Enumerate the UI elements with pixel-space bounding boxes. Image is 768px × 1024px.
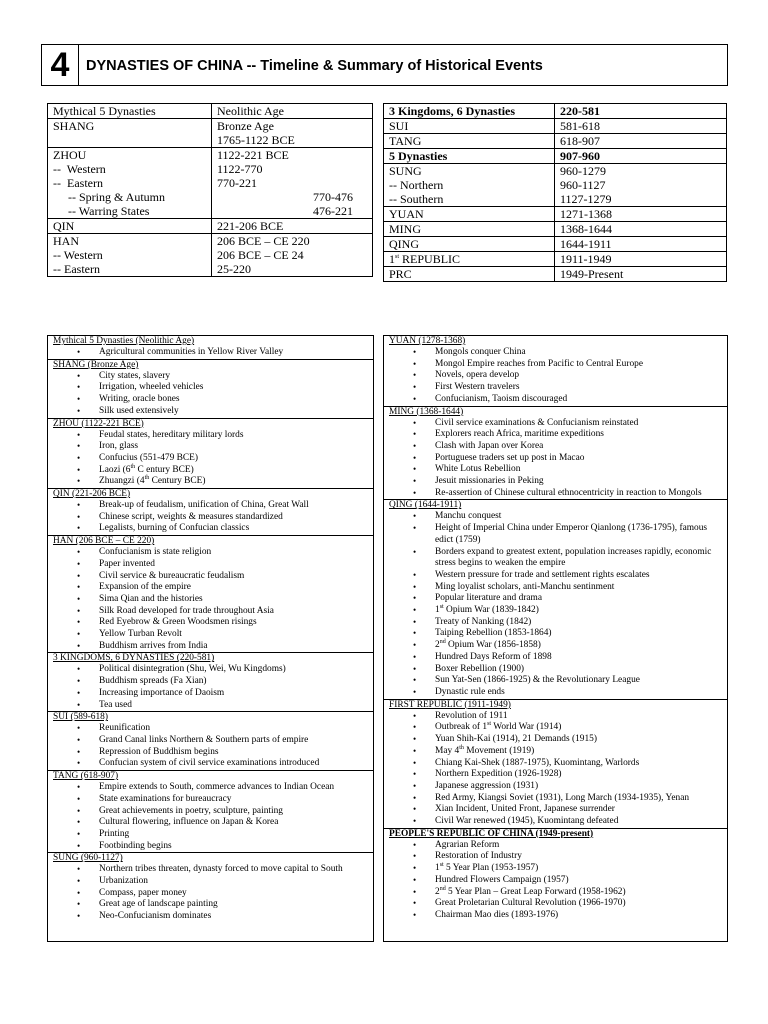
event-item: • Revolution of 1911: [435, 711, 727, 723]
event-item: • Manchu conquest: [435, 511, 727, 523]
dynasty-name: HAN: [48, 234, 212, 249]
dynasty-name: [48, 133, 212, 148]
event-list: [389, 418, 727, 500]
date-label: 220-581: [560, 104, 600, 118]
event-item: • Buddhism spreads (Fa Xian): [99, 676, 373, 688]
date-label: 1911-1949: [560, 252, 612, 266]
dynasty-name: -- Eastern: [48, 176, 212, 190]
dynasty-dates: [555, 134, 727, 149]
event-item: • Political disintegration (Shu, Wei, Wu Kingdoms): [99, 664, 373, 676]
dynasty-dates: [212, 204, 373, 219]
event-item: • Explorers reach Africa, maritime expeditions: [435, 429, 727, 441]
event-item: • Grand Canal links Northern & Southern parts of empire: [99, 735, 373, 747]
event-item: • Neo-Confucianism dominates: [99, 911, 373, 923]
date-label: 1271-1368: [560, 207, 612, 221]
event-item: • Northern Expedition (1926-1928): [435, 769, 727, 781]
date-label: 1949-Present: [560, 267, 624, 281]
sub-date-range: [353, 262, 367, 276]
event-item: • Japanese aggression (1931): [435, 781, 727, 793]
event-item: • Mongol Empire reaches from Pacific to Central Europe: [435, 359, 727, 371]
event-item: • Height of Imperial China under Emperor Qianlong (1736-1795), famous edict (1759): [435, 523, 727, 546]
dynasty-label: -- Southern: [389, 192, 444, 206]
section-heading: Mythical 5 Dynasties (Neolithic Age): [53, 336, 195, 346]
dynasty-dates: [212, 262, 373, 277]
timeline-row: [48, 234, 373, 249]
event-item: • 1st 5 Year Plan (1953-1957): [435, 863, 727, 875]
event-item: • 2nd Opium War (1856-1858): [435, 640, 727, 652]
timeline-row: [48, 176, 373, 190]
event-item: • Agrarian Reform: [435, 840, 727, 852]
event-item: • Cultural flowering, influence on Japan & Korea: [99, 817, 373, 829]
dynasty-dates: [212, 234, 373, 249]
summary-section: [48, 536, 373, 653]
event-item: • Great achievements in poetry, sculpture, painting: [99, 806, 373, 818]
dynasty-label: 5 Dynasties: [389, 149, 448, 163]
sub-date-range: [353, 248, 367, 262]
event-item: • Taiping Rebellion (1853-1864): [435, 628, 727, 640]
event-item: • 1st Opium War (1839-1842): [435, 605, 727, 617]
event-item: • Northern tribes threaten, dynasty forced to move capital to South: [99, 864, 373, 876]
timeline-row: [384, 104, 727, 119]
dynasty-name: [384, 178, 555, 192]
sub-date-range: [353, 148, 367, 162]
timeline-row: [384, 164, 727, 179]
dynasty-name: [384, 134, 555, 149]
event-item: • Hundred Days Reform of 1898: [435, 652, 727, 664]
timeline-table-late: [383, 103, 727, 282]
dynasty-dates: [555, 267, 727, 282]
section-heading: HAN (206 BCE – CE 220): [53, 536, 155, 547]
timeline-row: [48, 148, 373, 163]
dynasty-label: 3 Kingdoms, 6 Dynasties: [389, 104, 516, 118]
event-item: • Compass, paper money: [99, 888, 373, 900]
event-list: [53, 347, 373, 359]
event-item: • Hundred Flowers Campaign (1957): [435, 875, 727, 887]
event-list: [53, 864, 373, 923]
event-item: • Popular literature and drama: [435, 593, 727, 605]
timeline-row: [384, 149, 727, 164]
event-item: • Iron, glass: [99, 441, 373, 453]
dynasty-name: [384, 164, 555, 179]
timeline-row: [48, 219, 373, 234]
dynasty-name: 1st REPUBLIC: [384, 252, 555, 267]
event-item: • Confucius (551-479 BCE): [99, 453, 373, 465]
date-range: Bronze Age: [217, 119, 274, 133]
section-heading: ZHOU (1122-221 BCE): [53, 418, 144, 429]
timeline-row: [48, 119, 373, 134]
event-list: [389, 711, 727, 828]
event-item: • Repression of Buddhism begins: [99, 747, 373, 759]
summary-section: [384, 500, 727, 699]
event-item: • Chinese script, weights & measures standardized: [99, 512, 373, 524]
timeline-row: [384, 222, 727, 237]
dynasty-dates: [212, 176, 373, 190]
event-item: • Portuguese traders set up post in Macao: [435, 453, 727, 465]
sub-date-range: [353, 119, 367, 133]
dynasty-label: -- Northern: [389, 178, 444, 192]
event-item: • Silk Road developed for trade throughout Asia: [99, 606, 373, 618]
summary-section: [384, 407, 727, 501]
event-item: • First Western travelers: [435, 382, 727, 394]
event-item: • Red Eyebrow & Green Woodsmen risings: [99, 617, 373, 629]
event-item: • Laozi (6th C entury BCE): [99, 465, 373, 477]
event-item: • Great Proletarian Cultural Revolution (1966-1970): [435, 898, 727, 910]
event-list: [53, 723, 373, 770]
sub-date-range: [353, 133, 367, 147]
sub-date-range: 770-476: [313, 190, 353, 204]
event-item: • Treaty of Nanking (1842): [435, 617, 727, 629]
page-header: [41, 44, 728, 86]
dynasty-dates: [555, 104, 727, 119]
timeline-row: [48, 133, 373, 148]
event-list: [53, 371, 373, 418]
dynasty-dates: [212, 219, 373, 234]
timeline-row: [48, 162, 373, 176]
event-item: • Yuan Shih-Kai (1914), 21 Demands (1915): [435, 734, 727, 746]
event-item: • Break-up of feudalism, unification of China, Great Wall: [99, 500, 373, 512]
section-heading: SHANG (Bronze Age): [53, 359, 139, 370]
event-item: • Dynastic rule ends: [435, 687, 727, 699]
date-range: 1122-770: [217, 162, 263, 176]
dynasty-name: [384, 222, 555, 237]
event-item: • Feudal states, hereditary military lords: [99, 430, 373, 442]
sub-date-range: [353, 162, 367, 176]
event-item: • Clash with Japan over Korea: [435, 441, 727, 453]
dynasty-name: Mythical 5 Dynasties: [48, 104, 212, 119]
page-title: DYNASTIES OF CHINA -- Timeline & Summary of Historical Events: [86, 58, 543, 74]
dynasty-dates: [555, 252, 727, 267]
date-label: 907-960: [560, 149, 600, 163]
event-item: • Silk used extensively: [99, 406, 373, 418]
event-list: [53, 500, 373, 535]
dynasty-name: -- Warring States: [48, 204, 212, 219]
event-item: • May 4th Movement (1919): [435, 746, 727, 758]
dynasty-label: SUI: [389, 119, 409, 133]
date-range: 206 BCE – CE 24: [217, 248, 304, 262]
event-item: • Irrigation, wheeled vehicles: [99, 382, 373, 394]
timeline-row: [48, 104, 373, 119]
timeline-row: [384, 178, 727, 192]
section-heading: QIN (221-206 BCE): [53, 489, 131, 500]
dynasty-dates: [212, 248, 373, 262]
event-item: • Buddhism arrives from India: [99, 641, 373, 653]
sub-date-range: 476-221: [313, 204, 353, 218]
sub-date-range: [353, 176, 367, 190]
event-item: • City states, slavery: [99, 371, 373, 383]
timeline-row: [48, 248, 373, 262]
dynasty-label: QING: [389, 237, 419, 251]
event-item: • Chiang Kai-Shek (1887-1975), Kuomintang, Warlords: [435, 758, 727, 770]
dynasty-name: -- Western: [48, 248, 212, 262]
event-item: • Red Army, Kiangsi Soviet (1931), Long March (1934-1935), Yenan: [435, 793, 727, 805]
dynasty-dates: [212, 190, 373, 204]
event-item: • Re-assertion of Chinese cultural ethnocentricity in reaction to Mongols: [435, 488, 727, 500]
event-item: • Yellow Turban Revolt: [99, 629, 373, 641]
event-item: • Borders expand to greatest extent, population increases rapidly, economic stress begins to weaken the empire: [435, 547, 727, 570]
dynasty-name: ZHOU: [48, 148, 212, 163]
dynasty-name: [384, 207, 555, 222]
timeline-row: [384, 252, 727, 267]
section-heading: FIRST REPUBLIC (1911-1949): [389, 699, 511, 710]
date-label: 960-1127: [560, 178, 606, 192]
event-item: • Increasing importance of Daoism: [99, 688, 373, 700]
event-item: • Footbinding begins: [99, 841, 373, 853]
date-range: 1122-221 BCE: [217, 148, 289, 162]
summary-box-early-dynasties: [47, 335, 374, 942]
timeline-row: [384, 119, 727, 134]
summary-box-late-dynasties: [383, 335, 728, 942]
dynasty-dates: [212, 148, 373, 163]
summary-section: [48, 419, 373, 490]
dynasty-dates: [212, 162, 373, 176]
dynasty-name: [384, 119, 555, 134]
event-item: • Empire extends to South, commerce advances to Indian Ocean: [99, 782, 373, 794]
sub-date-range: [353, 104, 367, 118]
timeline-row: [48, 190, 373, 204]
dynasty-label: PRC: [389, 267, 412, 281]
event-list: [389, 347, 727, 406]
event-list: [53, 782, 373, 852]
summary-section: [48, 712, 373, 771]
event-item: • Confucianism, Taoism discouraged: [435, 394, 727, 406]
event-item: • Zhuangzi (4th Century BCE): [99, 476, 373, 488]
event-item: • Printing: [99, 829, 373, 841]
date-range: 221-206 BCE: [217, 219, 284, 233]
event-item: • Ming loyalist scholars, anti-Manchu sentinment: [435, 582, 727, 594]
dynasty-name: [384, 149, 555, 164]
date-label: 960-1279: [560, 164, 606, 178]
summary-section: [48, 489, 373, 536]
event-item: • Civil War renewed (1945), Kuomintang defeated: [435, 816, 727, 828]
dynasty-dates: [555, 149, 727, 164]
date-range: Neolithic Age: [217, 104, 284, 118]
date-range: 1765-1122 BCE: [217, 133, 295, 147]
section-heading: YUAN (1278-1368): [389, 336, 466, 346]
event-item: • Outbreak of 1st World War (1914): [435, 722, 727, 734]
section-heading: TANG (618-907): [53, 771, 119, 782]
date-range: 25-220: [217, 262, 251, 276]
date-label: 581-618: [560, 119, 600, 133]
summary-section: [48, 853, 373, 923]
summary-section: [48, 360, 373, 419]
event-list: [53, 547, 373, 652]
dynasty-dates: [555, 192, 727, 207]
event-item: • Paper invented: [99, 559, 373, 571]
event-list: [389, 840, 727, 922]
dynasty-name: -- Eastern: [48, 262, 212, 277]
dynasty-name: [384, 104, 555, 119]
event-item: • Chairman Mao dies (1893-1976): [435, 910, 727, 922]
summary-section: [48, 771, 373, 853]
summary-section: [48, 653, 373, 712]
event-item: • Writing, oracle bones: [99, 394, 373, 406]
event-item: • Expansion of the empire: [99, 582, 373, 594]
date-label: 1644-1911: [560, 237, 612, 251]
timeline-row: [48, 262, 373, 277]
event-item: • State examinations for bureaucracy: [99, 794, 373, 806]
dynasty-name: [384, 267, 555, 282]
event-item: • Great age of landscape painting: [99, 899, 373, 911]
event-item: • Confucianism is state religion: [99, 547, 373, 559]
summary-section: [48, 336, 373, 360]
timeline-row: [384, 237, 727, 252]
summary-section: [384, 829, 727, 922]
event-item: • Legalists, burning of Confucian classics: [99, 523, 373, 535]
timeline-row: [48, 204, 373, 219]
event-list: [53, 664, 373, 711]
dynasty-name: SHANG: [48, 119, 212, 134]
dynasty-dates: [212, 119, 373, 134]
dynasty-dates: [212, 133, 373, 148]
event-item: • Confucian system of civil service examinations introduced: [99, 758, 373, 770]
timeline-row: [384, 267, 727, 282]
dynasty-dates: [555, 222, 727, 237]
dynasty-name: -- Spring & Autumn: [48, 190, 212, 204]
dynasty-name: [384, 237, 555, 252]
dynasty-name: [384, 192, 555, 207]
event-item: • Civil service & bureaucratic feudalism: [99, 571, 373, 583]
dynasty-dates: [555, 237, 727, 252]
dynasty-label: TANG: [389, 134, 422, 148]
date-range: 770-221: [217, 176, 257, 190]
event-item: • Sima Qian and the histories: [99, 594, 373, 606]
section-heading: QING (1644-1911): [389, 500, 462, 511]
timeline-row: [384, 134, 727, 149]
section-heading: SUNG (960-1127): [53, 853, 123, 864]
dynasty-dates: [555, 164, 727, 179]
section-heading: SUI (589-618): [53, 712, 108, 723]
event-item: • Restoration of Industry: [435, 851, 727, 863]
date-label: 618-907: [560, 134, 600, 148]
dynasty-name: -- Western: [48, 162, 212, 176]
event-item: • Civil service examinations & Confucianism reinstated: [435, 418, 727, 430]
event-item: • White Lotus Rebellion: [435, 464, 727, 476]
section-heading: 3 KINGDOMS, 6 DYNASTIES (220-581): [53, 653, 215, 664]
event-item: • Agricultural communities in Yellow River Valley: [99, 347, 373, 359]
event-item: • Boxer Rebellion (1900): [435, 664, 727, 676]
dynasty-dates: [555, 207, 727, 222]
summary-section: [384, 700, 727, 829]
event-item: • Mongols conquer China: [435, 347, 727, 359]
timeline-row: [384, 192, 727, 207]
event-item: • Xian Incident, United Front, Japanese surrender: [435, 804, 727, 816]
sub-date-range: [353, 234, 367, 248]
date-label: 1127-1279: [560, 192, 612, 206]
dynasty-label: MING: [389, 222, 421, 236]
event-item: • Novels, opera develop: [435, 370, 727, 382]
event-item: • Reunification: [99, 723, 373, 735]
event-item: • Jesuit missionaries in Peking: [435, 476, 727, 488]
section-heading: MING (1368-1644): [389, 406, 464, 417]
date-range: 206 BCE – CE 220: [217, 234, 310, 248]
summary-section: [384, 336, 727, 407]
event-item: • 2nd 5 Year Plan – Great Leap Forward (1958-1962): [435, 887, 727, 899]
dynasty-dates: [555, 119, 727, 134]
dynasty-label: YUAN: [389, 207, 424, 221]
sub-date-range: [353, 219, 367, 233]
page-number: 4: [42, 45, 79, 85]
event-list: [53, 430, 373, 489]
event-item: • Sun Yat-Sen (1866-1925) & the Revolutionary League: [435, 675, 727, 687]
event-list: [389, 511, 727, 698]
event-item: • Western pressure for trade and settlement rights escalates: [435, 570, 727, 582]
section-heading: PEOPLE'S REPUBLIC OF CHINA (1949-present): [389, 828, 594, 839]
timeline-row: [384, 207, 727, 222]
event-item: • Tea used: [99, 700, 373, 712]
event-item: • Urbanization: [99, 876, 373, 888]
dynasty-name: QIN: [48, 219, 212, 234]
dynasty-label: SUNG: [389, 164, 422, 178]
date-label: 1368-1644: [560, 222, 612, 236]
dynasty-dates: [212, 104, 373, 119]
dynasty-dates: [555, 178, 727, 192]
timeline-table-early: [47, 103, 373, 277]
